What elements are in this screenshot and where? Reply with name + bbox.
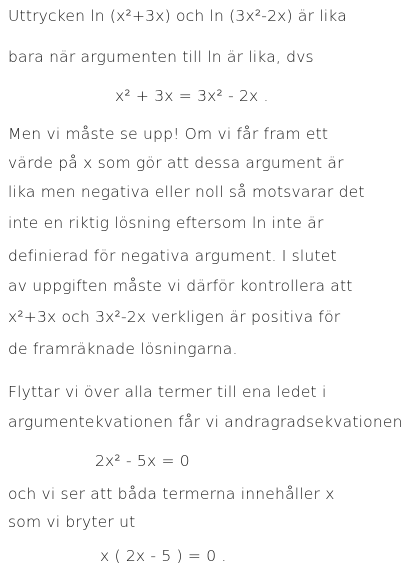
paragraph2-line7: x²+3x och 3x²-2x verkligen är positiva för [8,308,341,326]
equation-2: 2x² - 5x = 0 [95,452,190,470]
paragraph2-line1: Men vi måste se upp! Om vi får fram ett [8,125,329,143]
paragraph2-line4: inte en riktig lösning eftersom ln inte är [8,214,324,232]
paragraph2-line6: av uppgiften måste vi därför kontrollera att [8,277,353,295]
paragraph3-line1: Flyttar vi över alla termer till ena ledet i [8,383,327,401]
paragraph4-line2: som vi bryter ut [8,513,136,531]
paragraph2-line3: lika men negativa eller noll så motsvarar det [8,183,365,201]
equation-1: x² + 3x = 3x² - 2x . [115,87,269,105]
paragraph1-line2: bara när argumenten till ln är lika, dvs [8,48,314,66]
paragraph2-line2: värde på x som gör att dessa argument är [8,154,344,172]
paragraph2-line5: definierad för negativa argument. I slutet [8,247,337,265]
paragraph3-line2: argumentekvationen får vi andragradsekvationen [8,413,403,431]
equation-3: x ( 2x - 5 ) = 0 . [100,547,227,565]
paragraph4-line1: och vi ser att båda termerna innehåller x [8,485,335,503]
paragraph2-line8: de framräknade lösningarna. [8,340,238,358]
paragraph1-line1: Uttrycken ln (x²+3x) och ln (3x²-2x) är lika [8,7,347,25]
